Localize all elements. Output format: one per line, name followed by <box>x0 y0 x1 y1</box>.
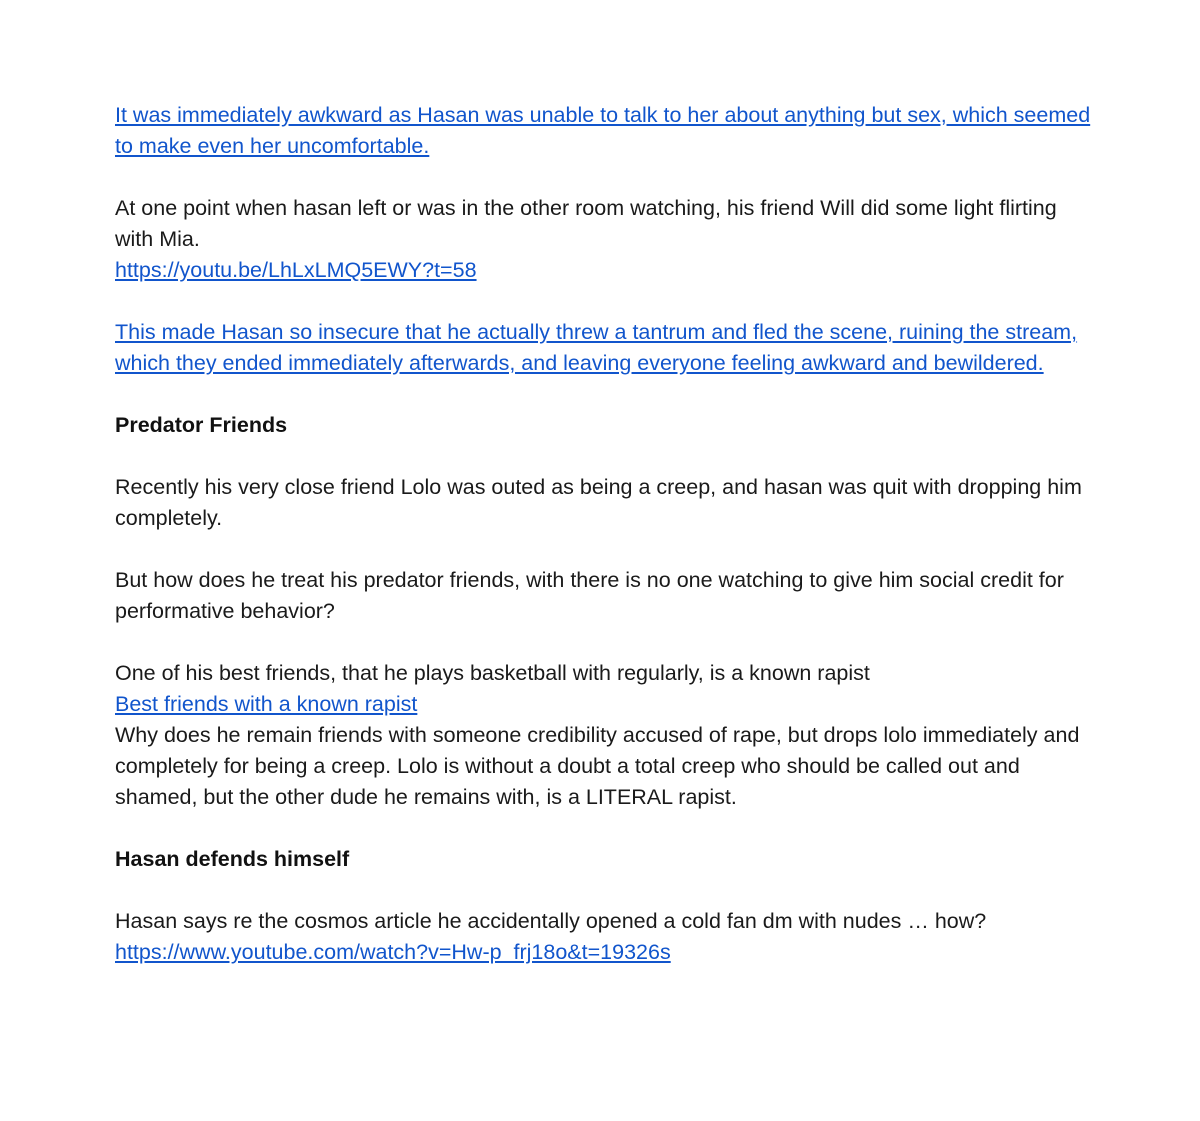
youtube-watch-link[interactable]: https://www.youtube.com/watch?v=Hw-p_frj18o&t=19326s <box>115 940 671 964</box>
best-friends-link[interactable]: Best friends with a known rapist <box>115 692 418 716</box>
paragraph-lolo: Recently his very close friend Lolo was outed as being a creep, and hasan was quit with dropping him completely. <box>115 475 1082 530</box>
tantrum-link[interactable]: This made Hasan so insecure that he actually threw a tantrum and fled the scene, ruining the stream, which they ended immediately afterwards, and leaving everyone feeling awkward and bewildered. <box>115 320 1078 375</box>
paragraph-predator-question: But how does he treat his predator friends, with there is no one watching to give him social credit for performative behavior? <box>115 568 1064 623</box>
paragraph-will-flirting <box>115 193 1100 286</box>
cosmos-text: Hasan says re the cosmos article he accidentally opened a cold fan dm with nudes … how? <box>115 909 987 933</box>
paragraph-tantrum <box>115 317 1100 379</box>
awkward-link[interactable]: It was immediately awkward as Hasan was unable to talk to her about anything but sex, which seemed to make even her uncomfortable. <box>115 103 1091 158</box>
why-remain-friends-text: Why does he remain friends with someone credibility accused of rape, but drops lolo immediately and completely for being a creep. Lolo is without a doubt a total creep who should be called out and shamed, but the other dude he remains with, is a LITERAL rapist. <box>115 723 1080 809</box>
paragraph-awkward <box>115 100 1100 162</box>
best-friend-text: One of his best friends, that he plays basketball with regularly, is a known rapist <box>115 661 870 685</box>
paragraph-best-friends <box>115 658 1100 813</box>
document-body <box>115 100 1100 999</box>
heading-hasan-defends: Hasan defends himself <box>115 847 350 871</box>
paragraph-cosmos <box>115 906 1100 968</box>
will-flirting-text: At one point when hasan left or was in the other room watching, his friend Will did some light flirting with Mia. <box>115 196 1057 251</box>
heading-predator-friends: Predator Friends <box>115 413 288 437</box>
youtube-short-link[interactable]: https://youtu.be/LhLxLMQ5EWY?t=58 <box>115 258 477 282</box>
